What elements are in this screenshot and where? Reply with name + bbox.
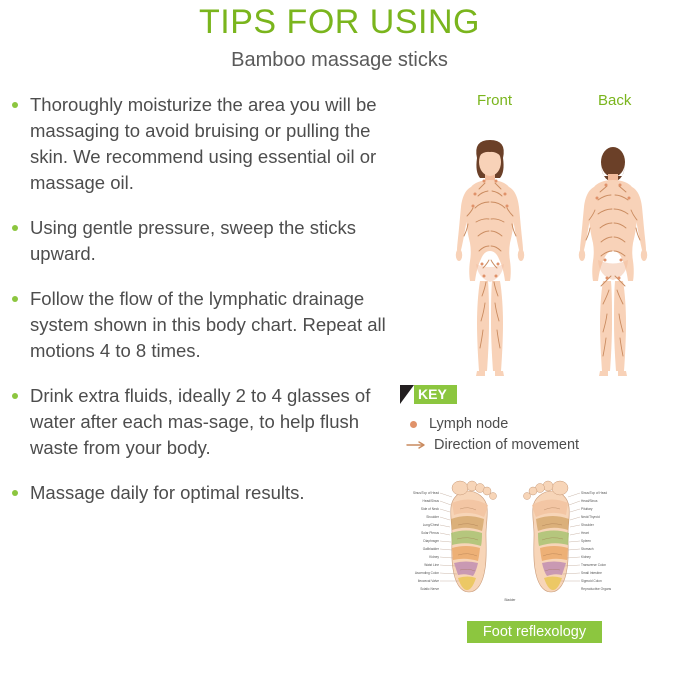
svg-text:Sinus/Top of Head: Sinus/Top of Head bbox=[412, 491, 439, 495]
svg-text:Kidney: Kidney bbox=[429, 555, 439, 559]
foot-reflexology-chart bbox=[390, 475, 679, 643]
svg-text:Heart: Heart bbox=[581, 531, 589, 535]
key-item-lymph-node bbox=[406, 416, 679, 432]
list-item bbox=[8, 480, 390, 506]
key-items bbox=[400, 416, 679, 453]
svg-text:Stomach: Stomach bbox=[581, 547, 594, 551]
svg-text:Shoulder: Shoulder bbox=[581, 523, 594, 527]
front-body-figure bbox=[442, 136, 538, 381]
triangle-icon bbox=[400, 385, 414, 404]
key-item-label: Lymph node bbox=[429, 416, 509, 432]
bullet-icon bbox=[12, 490, 18, 496]
svg-text:Head/Sinus: Head/Sinus bbox=[581, 499, 598, 503]
key-banner bbox=[400, 385, 457, 404]
foot-reflexology-caption: Foot reflexology bbox=[467, 621, 602, 643]
bullet-icon bbox=[12, 393, 18, 399]
svg-text:Pituitary: Pituitary bbox=[581, 507, 593, 511]
svg-text:Sigmoid Colon: Sigmoid Colon bbox=[581, 579, 602, 583]
tip-text: Thoroughly moisturize the area you will be massaging to avoid bruising or pulling the skin. We recommend using essential oil or massage oil. bbox=[30, 94, 377, 193]
bullet-icon bbox=[12, 296, 18, 302]
list-item bbox=[8, 383, 390, 461]
svg-text:Bladder: Bladder bbox=[504, 598, 516, 602]
svg-text:Spleen: Spleen bbox=[581, 539, 591, 543]
tips-column bbox=[0, 92, 390, 643]
tip-text: Massage daily for optimal results. bbox=[30, 482, 305, 503]
front-label: Front bbox=[477, 92, 513, 109]
list-item bbox=[8, 286, 390, 364]
chart-key bbox=[390, 385, 679, 453]
back-body-figure bbox=[565, 136, 661, 381]
back-label: Back bbox=[598, 92, 632, 109]
svg-text:Shoulder: Shoulder bbox=[426, 515, 439, 519]
body-chart-labels bbox=[390, 92, 679, 114]
svg-text:Gallbladder: Gallbladder bbox=[422, 547, 439, 551]
tip-text: Drink extra fluids, ideally 2 to 4 glasses of water after each mas-sage, to help flush waste from your body. bbox=[30, 385, 371, 458]
direction-arrow-icon bbox=[406, 440, 428, 450]
svg-text:Transverse Colon: Transverse Colon bbox=[581, 563, 607, 567]
tip-text: Follow the flow of the lymphatic drainage system shown in this body chart. Repeat all motions 4 to 8 times. bbox=[30, 288, 386, 361]
svg-text:Solar Plexus: Solar Plexus bbox=[421, 531, 439, 535]
bullet-icon bbox=[12, 102, 18, 108]
svg-text:Waist Line: Waist Line bbox=[424, 563, 439, 567]
tip-text: Using gentle pressure, sweep the sticks upward. bbox=[30, 217, 356, 264]
header bbox=[0, 0, 679, 74]
key-item-label: Direction of movement bbox=[434, 437, 580, 453]
svg-text:Neck/Thyroid: Neck/Thyroid bbox=[581, 515, 600, 519]
svg-text:Lung/Chest: Lung/Chest bbox=[422, 523, 439, 527]
body-chart bbox=[390, 136, 679, 381]
page-subtitle: Bamboo massage sticks bbox=[231, 49, 448, 71]
svg-text:Ascending Colon: Ascending Colon bbox=[414, 571, 439, 575]
svg-text:Small Intestine: Small Intestine bbox=[581, 571, 602, 575]
key-item-direction bbox=[406, 437, 679, 453]
svg-text:Kidney: Kidney bbox=[581, 555, 591, 559]
foot-reflexology-diagram bbox=[390, 475, 630, 615]
illustration-column bbox=[390, 92, 679, 643]
svg-text:Diaphragm: Diaphragm bbox=[423, 539, 439, 543]
content bbox=[0, 74, 679, 643]
page-title: TIPS FOR USING bbox=[199, 3, 480, 41]
bullet-icon bbox=[12, 225, 18, 231]
svg-text:Side of Neck: Side of Neck bbox=[420, 507, 439, 511]
tips-list bbox=[8, 92, 390, 506]
svg-text:Reproductive Organs: Reproductive Organs bbox=[581, 587, 612, 591]
svg-text:Sinus/Top of Head: Sinus/Top of Head bbox=[581, 491, 608, 495]
svg-text:Ileocecal Valve: Ileocecal Valve bbox=[417, 579, 439, 583]
key-title: KEY bbox=[414, 385, 457, 404]
lymph-node-dot-icon bbox=[410, 421, 417, 428]
list-item bbox=[8, 215, 390, 267]
svg-text:Sciatic Nerve: Sciatic Nerve bbox=[420, 587, 439, 591]
list-item bbox=[8, 92, 390, 196]
svg-text:Head/Sinus: Head/Sinus bbox=[422, 499, 439, 503]
